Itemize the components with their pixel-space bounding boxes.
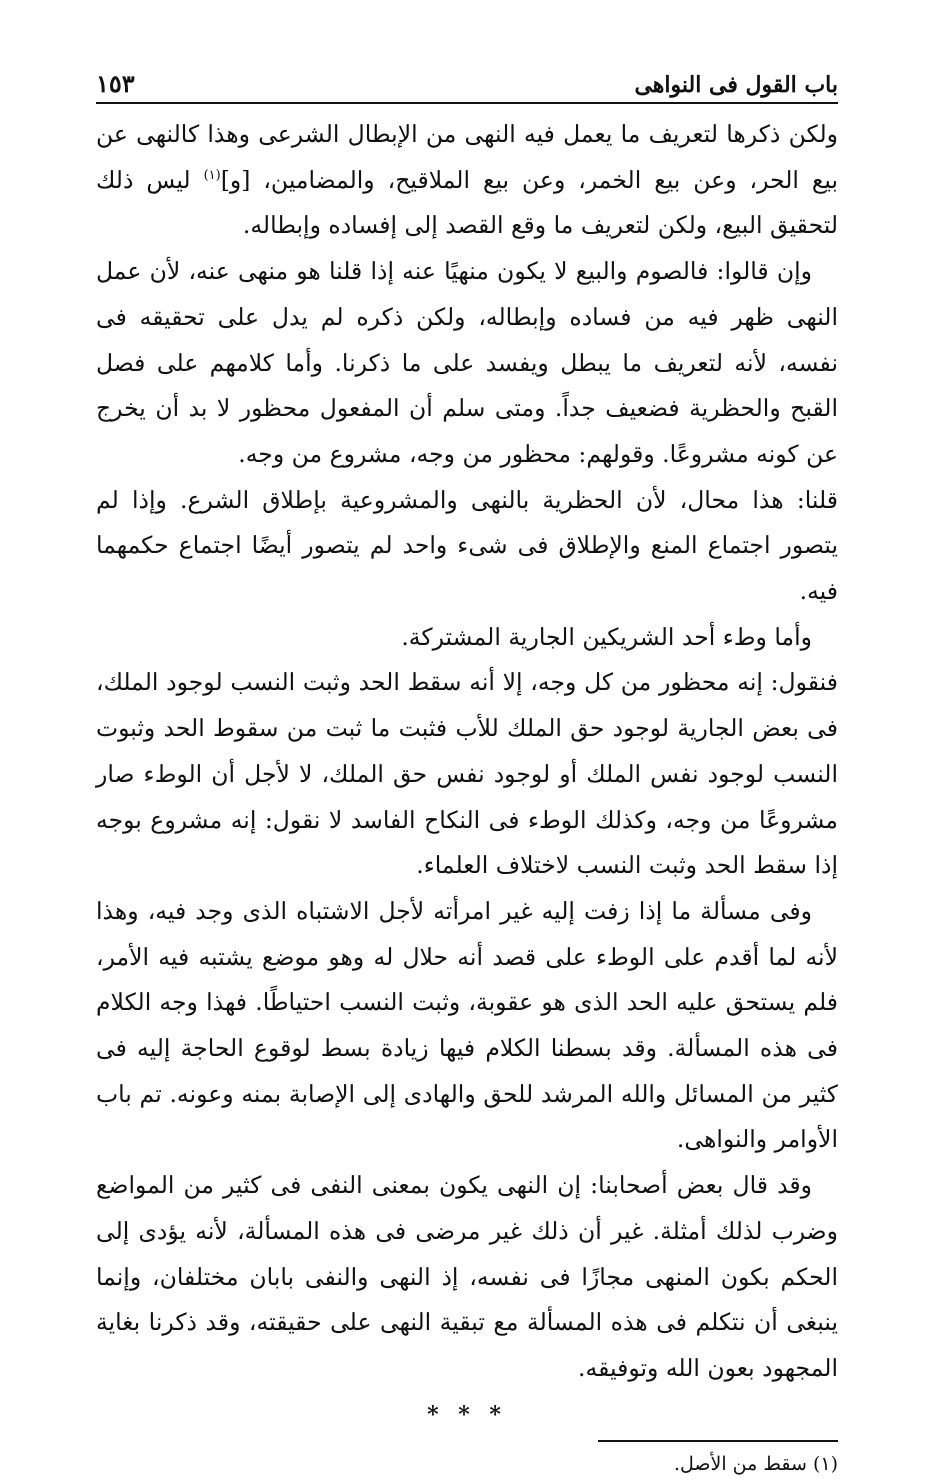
paragraph: وأما وطء أحد الشريكين الجارية المشتركة. [401, 622, 812, 651]
paragraph: وفى مسألة ما إذا زفت إليه غير امرأته لأجل الاشتباه الذى وجد فيه، وهذا لأنه لما أقدم على الوطء على قصد أنه حلال له وهو موضع يشتبه فيه الأمر، فلم يستحق عليه الحد الذى هو عقوبة، وثبت النسب احتياطًا. فهذا وجه الكلام فى هذه المسألة. وقد بسطنا الكلام فيها زيادة بسط لوقوع الحاجة إليه فى كثير من المسائل والله المرشد للحق والهادى إلى الإصابة بمنه وعونه. تم باب الأوامر والنواهى. [96, 896, 838, 1154]
paragraph-text: ولكن ذكرها لتعريف ما يعمل فيه النهى من الإبطال الشرعى وهذا كالنهى عن بيع الحر، وعن بيع الخمر، وعن بيع الملاقيح، والمضامين، [و] [96, 120, 838, 194]
chapter-title: باب القول فى النواهى [634, 72, 838, 98]
body-text [96, 112, 838, 1392]
paragraph [96, 112, 838, 249]
footnotes [96, 1440, 838, 1480]
page-number: ١٥٣ [96, 69, 135, 98]
paragraph: وقد قال بعض أصحابنا: إن النهى يكون بمعنى النفى فى كثير من المواضع وضرب لذلك أمثلة. غير أن ذلك غير مرضى فى هذه المسألة، لأنه يؤدى إلى الحكم بكون المنهى مجازًا فى نفسه، إذ النهى والنفى بابان مختلفان، وإنما ينبغى أن نتكلم فى هذه المسألة مع تبقية النهى على حقيقته، وقد ذكرنا بغاية المجهود بعون الله وتوفيقه. [96, 1171, 838, 1382]
footnote-reference: (١) [203, 167, 221, 183]
book-page [96, 58, 838, 1480]
footnote: (١) سقط من الأصل. [673, 1452, 838, 1475]
paragraph: قلنا: هذا محال، لأن الحظرية بالنهى والمشروعية بإطلاق الشرع. وإذا لم يتصور اجتماع المنع والإطلاق فى شىء واحد لم يتصور أيضًا اجتماع حكمهما فيه. [96, 485, 838, 606]
paragraph: وإن قالوا: فالصوم والبيع لا يكون منهيًا عنه إذا قلنا هو منهى عنه، لأن عمل النهى ظهر فيه من فساده وإبطاله، ولكن ذكره لم يدل على تحقيقه فى نفسه، لأنه لتعريف ما يبطل ويفسد على ما ذكرنا. وأما كلامهم على فصل القبح والحظرية فضعيف جداً. ومتى سلم أن المفعول محظور لا بد أن يخرج عن كونه مشروعًا. وقولهم: محظور من وجه، مشروع من وجه. [96, 257, 838, 468]
paragraph-text: ليس ذلك لتحقيق البيع، ولكن لتعريف ما وقع القصد إلى إفساده وإبطاله. [96, 165, 838, 240]
paragraph: فنقول: إنه محظور من كل وجه، إلا أنه سقط الحد وثبت النسب لوجود الملك، فى بعض الجارية لوجود حق الملك للأب فثبت ما ثبت من سقوط الحد وثبوت النسب لوجود نفس الملك أو لوجود نفس حق الملك، لا لأجل أن الوطء صار مشروعًا من وجه، وكذلك الوطء فى النكاح الفاسد لا نقول: إنه مشروع بوجه إذا سقط الحد وثبت النسب لاختلاف العلماء. [96, 668, 838, 880]
footnote-divider [598, 1440, 838, 1442]
section-separator: * * * [427, 1401, 507, 1428]
running-header [96, 58, 838, 104]
